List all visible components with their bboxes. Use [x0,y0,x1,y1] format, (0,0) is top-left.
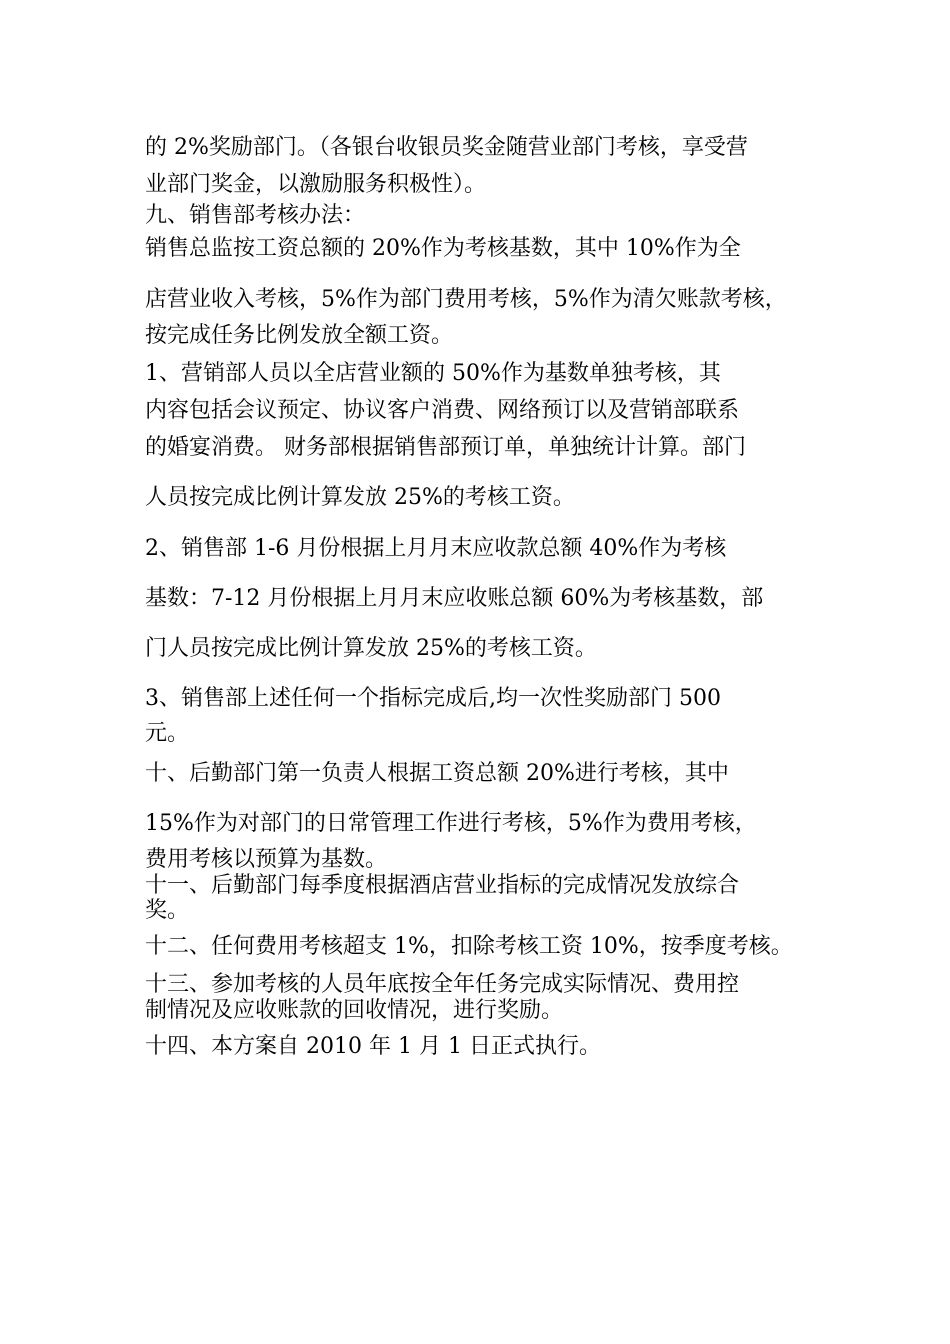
section-heading: 十一、后勤部门每季度根据酒店营业指标的完成情况发放综合 [145,873,740,898]
text-line: 的 2%奖励部门。（各银台收银员奖金随营业部门考核，享受营 [145,135,748,160]
text-line: 业部门奖金，以激励服务积极性）。 [145,172,487,197]
section-heading: 十、后勤部门第一负责人根据工资总额 20%进行考核，其中 [145,761,729,786]
text-line: 1、营销部人员以全店营业额的 50%作为基数单独考核，其 [145,361,721,386]
text-line: 15%作为对部门的日常管理工作进行考核，5%作为费用考核， [145,811,757,836]
section-heading: 九、销售部考核办法： [145,203,366,228]
text-line: 基数：7-12 月份根据上月月末应收账总额 60%为考核基数，部 [145,586,764,611]
section-heading: 十二、任何费用考核超支 1%，扣除考核工资 10%，按季度考核。 [145,934,793,959]
text-line: 费用考核以预算为基数。 [145,847,388,872]
text-line: 销售总监按工资总额的 20%作为考核基数，其中 10%作为全 [145,236,741,261]
text-line: 制情况及应收账款的回收情况，进行奖励。 [145,998,564,1023]
text-line: 人员按完成比例计算发放 25%的考核工资。 [145,485,575,510]
text-line: 内容包括会议预定、协议客户消费、网络预订以及营销部联系 [145,398,740,423]
section-heading: 十三、参加考核的人员年底按全年任务完成实际情况、费用控 [145,972,740,997]
text-line: 2、销售部 1-6 月份根据上月月末应收款总额 40%作为考核 [145,536,727,561]
text-line: 3、销售部上述任何一个指标完成后,均一次性奖励部门 500 [145,686,721,711]
text-line: 奖。 [145,898,190,923]
section-heading: 十四、本方案自 2010 年 1 月 1 日正式执行。 [145,1034,601,1059]
text-line: 店营业收入考核，5%作为部门费用考核，5%作为清欠账款考核， [145,287,787,312]
text-line: 按完成任务比例发放全额工资。 [145,323,454,348]
text-line: 的婚宴消费。 财务部根据销售部预订单，单独统计计算。部门 [145,435,746,460]
text-line: 门人员按完成比例计算发放 25%的考核工资。 [145,636,597,661]
text-line: 元。 [145,721,190,746]
